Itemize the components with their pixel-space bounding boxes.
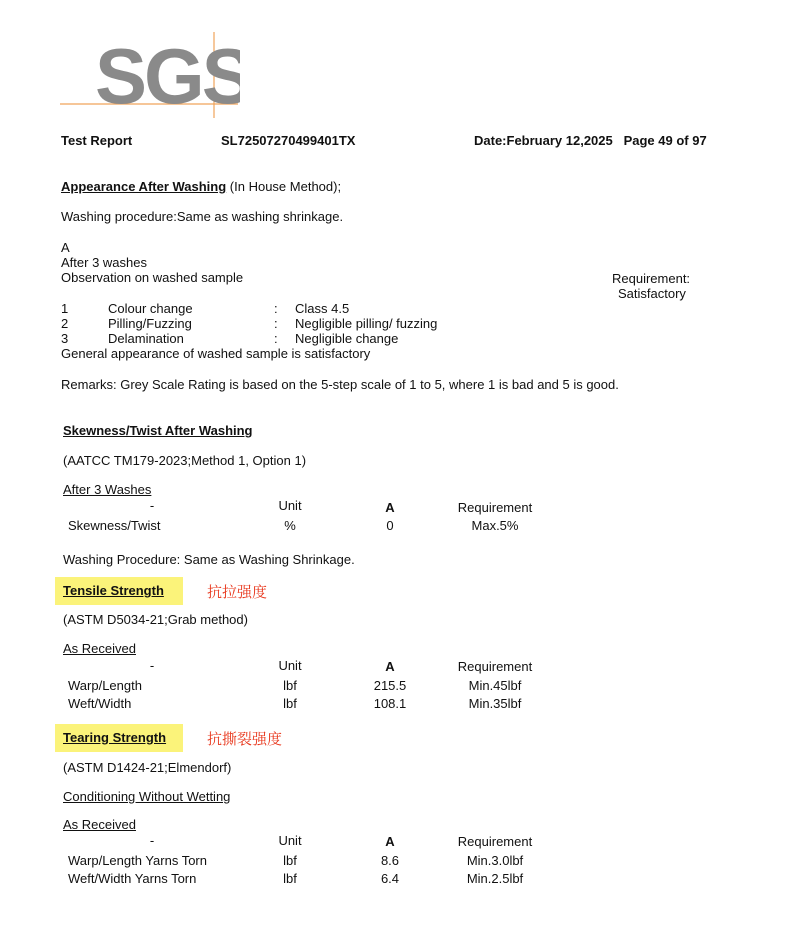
column-header: - (149, 498, 155, 513)
table-cell-unit: % (284, 518, 296, 533)
column-header: - (149, 658, 155, 673)
sgs-logo-mark (60, 32, 240, 120)
appearance-item-sep: : (274, 301, 278, 316)
appearance-general: General appearance of washed sample is satisfactory (61, 346, 371, 361)
column-header: Unit (278, 658, 302, 673)
table-cell-name: Weft/Width (68, 696, 132, 711)
table-cell-name: Weft/Width Yarns Torn (68, 871, 197, 886)
appearance-remarks: Remarks: Grey Scale Rating is based on the 5-step scale of 1 to 5, where 1 is bad and 5 is good. (61, 377, 619, 392)
column-header: Requirement (457, 659, 533, 674)
column-header: Unit (278, 498, 302, 513)
table-cell-requirement: Min.2.5lbf (466, 871, 524, 886)
appearance-after: After 3 washes (61, 255, 147, 270)
tensile-heading: Tensile Strength (63, 583, 164, 598)
appearance-method: (In House Method); (226, 179, 342, 194)
appearance-item-name: Pilling/Fuzzing (108, 316, 192, 331)
appearance-item-no: 2 (61, 316, 69, 331)
table-cell-requirement: Min.35lbf (468, 696, 522, 711)
table-cell-name: Warp/Length (68, 678, 142, 693)
report-title: Test Report (61, 133, 133, 148)
appearance-requirement-label: Requirement: (612, 271, 691, 286)
appearance-item-name: Delamination (108, 331, 184, 346)
table-cell-name: Warp/Length Yarns Torn (68, 853, 207, 868)
appearance-item-sep: : (274, 331, 278, 346)
table-cell-a: 6.4 (380, 871, 400, 886)
sgs-logo-text: SGS (95, 32, 240, 120)
tearing-conditioning: Conditioning Without Wetting (63, 789, 231, 804)
table-cell-requirement: Max.5% (471, 518, 519, 533)
appearance-heading-line (61, 179, 341, 194)
table-cell-a: 215.5 (373, 678, 407, 693)
column-header: Unit (278, 833, 302, 848)
appearance-requirement-value: Satisfactory (618, 286, 686, 301)
column-header: A (385, 834, 395, 849)
appearance-item-no: 3 (61, 331, 69, 346)
column-header: Requirement (457, 500, 533, 515)
tearing-heading: Tearing Strength (63, 730, 167, 745)
table-cell-a: 8.6 (380, 853, 400, 868)
skewness-subheading: After 3 Washes (63, 482, 152, 497)
tearing-subheading: As Received (63, 817, 136, 832)
appearance-item-no: 1 (61, 301, 69, 316)
table-cell-unit: lbf (283, 871, 297, 886)
column-header: A (385, 659, 395, 674)
appearance-item-value: Negligible pilling/ fuzzing (295, 316, 438, 331)
appearance-heading: Appearance After Washing (61, 179, 227, 194)
appearance-item-name: Colour change (108, 301, 193, 316)
tearing-method: (ASTM D1424-21;Elmendorf) (63, 760, 232, 775)
column-header: - (149, 833, 155, 848)
column-header: A (385, 500, 395, 515)
skewness-procedure: Washing Procedure: Same as Washing Shrinkage. (63, 552, 355, 567)
tensile-subheading: As Received (63, 641, 136, 656)
table-cell-requirement: Min.45lbf (468, 678, 522, 693)
skewness-method: (AATCC TM179-2023;Method 1, Option 1) (63, 453, 307, 468)
table-cell-name: Skewness/Twist (68, 518, 161, 533)
table-cell-unit: lbf (283, 696, 297, 711)
tensile-chinese-label: 抗拉强度 (207, 584, 268, 601)
table-cell-a: 108.1 (373, 696, 407, 711)
column-header: Requirement (457, 834, 533, 849)
table-cell-unit: lbf (283, 853, 297, 868)
sgs-logo (60, 32, 240, 120)
table-cell-requirement: Min.3.0lbf (466, 853, 524, 868)
table-cell-unit: lbf (283, 678, 297, 693)
tearing-chinese-label: 抗撕裂强度 (207, 731, 283, 748)
appearance-procedure: Washing procedure:Same as washing shrinkage. (61, 209, 344, 224)
appearance-item-value: Class 4.5 (295, 301, 350, 316)
appearance-sample: A (61, 240, 70, 255)
table-cell-a: 0 (386, 518, 394, 533)
tensile-method: (ASTM D5034-21;Grab method) (63, 612, 248, 627)
skewness-heading: Skewness/Twist After Washing (63, 423, 253, 438)
report-number: SL72507270499401TX (221, 133, 356, 148)
report-date-page: Date:February 12,2025 Page 49 of 97 (474, 133, 707, 148)
appearance-observation: Observation on washed sample (61, 270, 244, 285)
appearance-item-sep: : (274, 316, 278, 331)
appearance-item-value: Negligible change (295, 331, 399, 346)
